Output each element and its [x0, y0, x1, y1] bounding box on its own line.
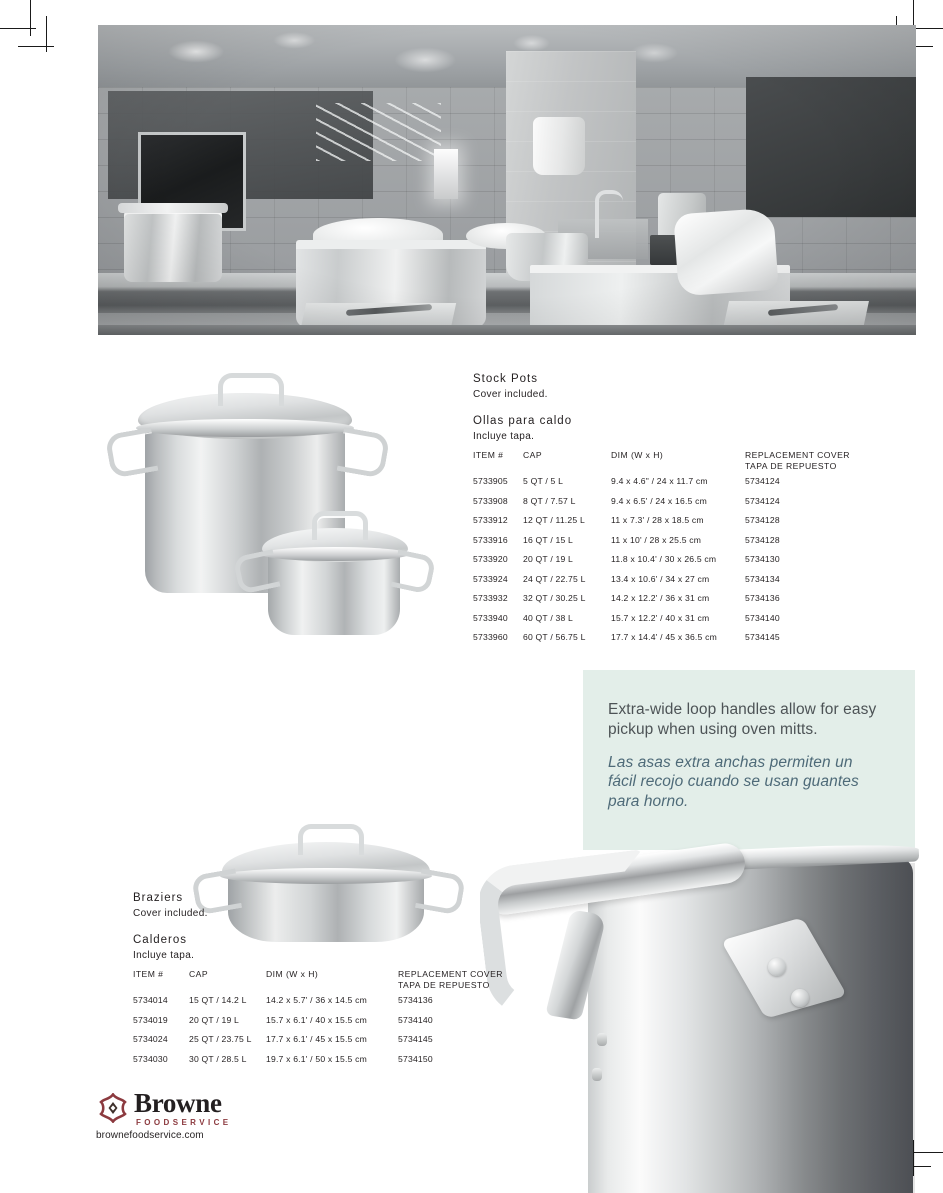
stock_pots-cell-cap: 16 QT / 15 L [523, 534, 574, 545]
closeup-arm-rivet-lower [592, 1068, 602, 1081]
stock_pots-cell-cap: 12 QT / 11.25 L [523, 515, 585, 525]
stock_pots-cell-dim: 14.2 x 12.2' / 36 x 31 cm [611, 593, 710, 603]
table-row[interactable] [473, 535, 873, 555]
stock_pots-cell-item: 5733924 [473, 573, 508, 584]
closeup-rivet-lower [791, 989, 809, 1007]
stock_pots-cell-dim: 15.7 x 12.2' / 40 x 31 cm [611, 612, 710, 623]
stock-pots-col-cap: CAP [523, 450, 543, 460]
stock_pots-cell-cover: 5734128 [745, 515, 780, 525]
table-row[interactable] [473, 496, 873, 516]
stock_pots-cell-dim: 17.7 x 14.4' / 45 x 36.5 cm [611, 632, 717, 642]
braziers-col-dim: DIM (W x H) [266, 969, 319, 979]
stock_pots-cell-cover: 5734128 [745, 534, 780, 545]
braziers-title-en: Braziers [133, 892, 184, 904]
braziers-cell-item: 5734019 [133, 1014, 168, 1025]
table-row[interactable] [133, 995, 533, 1015]
stock-pots-product-photo [100, 365, 405, 665]
crop-mark-top-left-v2 [46, 16, 47, 52]
stock_pots-cell-cap: 8 QT / 7.57 L [523, 495, 576, 506]
stock-pots-subtitle-en: Cover included. [473, 388, 548, 400]
large-stock-pot-loop-handle-left [105, 427, 159, 478]
braziers-col-replacement-es: TAPA DE REPUESTO [398, 980, 490, 990]
stock_pots-cell-dim: 9.4 x 4.6" / 24 x 11.7 cm [611, 476, 708, 486]
stock-pots-spec-table [473, 450, 873, 652]
braziers-table-header [133, 969, 533, 995]
table-row[interactable] [473, 476, 873, 496]
stock_pots-cell-item: 5733920 [473, 554, 508, 564]
table-row[interactable] [473, 515, 873, 535]
stock_pots-cell-item: 5733916 [473, 534, 508, 545]
stock_pots-cell-item: 5733932 [473, 593, 508, 603]
braziers-cell-cover: 5734140 [398, 1014, 433, 1025]
stock-pots-col-item: ITEM # [473, 450, 504, 460]
stock_pots-cell-cover: 5734130 [745, 554, 780, 564]
stock_pots-cell-dim: 11.8 x 10.4' / 30 x 26.5 cm [611, 554, 717, 564]
braziers-cell-cap: 30 QT / 28.5 L [189, 1053, 247, 1064]
large-stock-pot-rim [136, 419, 354, 437]
stock_pots-cell-cover: 5734124 [745, 495, 780, 506]
feature-callout-english: Extra-wide loop handles allow for easy pickup when using oven mitts. [608, 701, 877, 738]
table-row[interactable] [133, 1054, 533, 1074]
braziers-cell-dim: 19.7 x 6.1' / 50 x 15.5 cm [266, 1053, 367, 1064]
braziers-col-item: ITEM # [133, 969, 164, 979]
braziers-heading-block [133, 891, 208, 963]
braziers-table-body [133, 995, 533, 1073]
braziers-cell-cover: 5734145 [398, 1034, 433, 1044]
brazier-loop-handle-right [415, 868, 466, 915]
stock_pots-cell-cap: 40 QT / 38 L [523, 612, 574, 623]
large-stock-pot-lid-handle [218, 373, 284, 406]
small-stock-pot-loop-handle-right [390, 549, 436, 594]
hero-kitchen-photo [98, 25, 916, 335]
braziers-cell-dim: 14.2 x 5.7' / 36 x 14.5 cm [266, 995, 367, 1005]
stock_pots-cell-cover: 5734134 [745, 573, 780, 584]
stock-pots-title-en: Stock Pots [473, 373, 538, 385]
stock_pots-cell-dim: 13.4 x 10.6' / 34 x 27 cm [611, 573, 710, 584]
braziers-col-cap: CAP [189, 969, 209, 979]
stock_pots-cell-dim: 11 x 7.3' / 28 x 18.5 cm [611, 515, 704, 525]
stock_pots-cell-cap: 5 QT / 5 L [523, 476, 564, 486]
braziers-cell-item: 5734030 [133, 1053, 168, 1064]
braziers-cell-dim: 15.7 x 6.1' / 40 x 15.5 cm [266, 1014, 367, 1025]
stock_pots-cell-cap: 32 QT / 30.25 L [523, 593, 586, 603]
feature-callout-spanish: Las asas extra anchas permiten un fácil recojo cuando se usan guantes para horno. [608, 753, 859, 811]
stock-pots-title-es: Ollas para caldo [473, 415, 573, 428]
stock-pots-table-header [473, 450, 873, 476]
stock_pots-cell-item: 5733912 [473, 515, 508, 525]
stock-pots-table-body [473, 476, 873, 652]
small-stock-pot-lid-handle [312, 511, 368, 540]
braziers-cell-item: 5734024 [133, 1034, 168, 1044]
braziers-cell-cover: 5734136 [398, 995, 433, 1005]
stock-pots-subtitle-es: Incluye tapa. [473, 430, 535, 442]
stock_pots-cell-cover: 5734145 [745, 632, 780, 642]
crop-mark-top-left-v [30, 0, 31, 36]
stock-pots-col-replacement-en: REPLACEMENT COVER [745, 450, 850, 460]
footer-logo-block[interactable] [96, 1090, 296, 1146]
feature-callout-text [608, 700, 878, 812]
braziers-subtitle-en: Cover included. [133, 907, 208, 919]
table-row[interactable] [473, 593, 873, 613]
stock_pots-cell-cap: 60 QT / 56.75 L [523, 632, 586, 642]
stock_pots-cell-cap: 20 QT / 19 L [523, 554, 574, 564]
table-row[interactable] [473, 632, 873, 652]
stock-pots-heading-block [473, 372, 572, 444]
stock_pots-cell-item: 5733908 [473, 495, 508, 506]
stock_pots-cell-cover: 5734136 [745, 593, 780, 603]
table-row[interactable] [133, 1034, 533, 1054]
browne-quatrefoil-icon [98, 1093, 128, 1123]
stock-pots-col-dim: DIM (W x H) [611, 450, 664, 460]
large-stock-pot-loop-handle-right [337, 427, 391, 478]
braziers-col-replacement-en: REPLACEMENT COVER [398, 969, 503, 979]
stock_pots-cell-item: 5733960 [473, 632, 508, 642]
brazier-rim [220, 868, 432, 884]
braziers-cell-cap: 20 QT / 19 L [189, 1014, 240, 1025]
stock_pots-cell-dim: 11 x 10' / 28 x 25.5 cm [611, 534, 702, 545]
browne-wordmark: Browne [134, 1088, 222, 1118]
braziers-subtitle-es: Incluye tapa. [133, 949, 195, 961]
braziers-cell-cap: 25 QT / 23.75 L [189, 1034, 252, 1044]
table-row[interactable] [473, 613, 873, 633]
stock_pots-cell-cap: 24 QT / 22.75 L [523, 573, 586, 584]
stock-pots-col-replacement-es: TAPA DE REPUESTO [745, 461, 837, 471]
photo-vignette [98, 25, 916, 335]
stock_pots-cell-item: 5733940 [473, 612, 508, 623]
braziers-cell-item: 5734014 [133, 995, 168, 1005]
stock_pots-cell-dim: 9.4 x 6.5' / 24 x 16.5 cm [611, 495, 707, 506]
browne-tagline: FOODSERVICE [136, 1118, 232, 1127]
handle-closeup-photo [480, 823, 943, 1193]
brazier-lid-handle [298, 824, 364, 855]
browne-website-url[interactable]: brownefoodservice.com [96, 1130, 204, 1141]
small-stock-pot-rim [260, 547, 410, 561]
small-stock-pot-body [268, 550, 400, 635]
brazier-product-photo [190, 822, 480, 952]
braziers-cell-cover: 5734150 [398, 1053, 433, 1064]
closeup-arm-rivet-upper [597, 1033, 607, 1046]
braziers-cell-cap: 15 QT / 14.2 L [189, 995, 247, 1005]
table-row[interactable] [133, 1015, 533, 1035]
closeup-rivet-upper [768, 958, 786, 976]
crop-mark-top-left-h2 [18, 46, 54, 47]
stock_pots-cell-item: 5733905 [473, 476, 508, 486]
braziers-title-es: Calderos [133, 934, 188, 947]
table-row[interactable] [473, 554, 873, 574]
braziers-cell-dim: 17.7 x 6.1' / 45 x 15.5 cm [266, 1034, 367, 1044]
stock_pots-cell-cover: 5734140 [745, 612, 780, 623]
braziers-spec-table [133, 969, 533, 1073]
stock_pots-cell-cover: 5734124 [745, 476, 780, 486]
table-row[interactable] [473, 574, 873, 594]
